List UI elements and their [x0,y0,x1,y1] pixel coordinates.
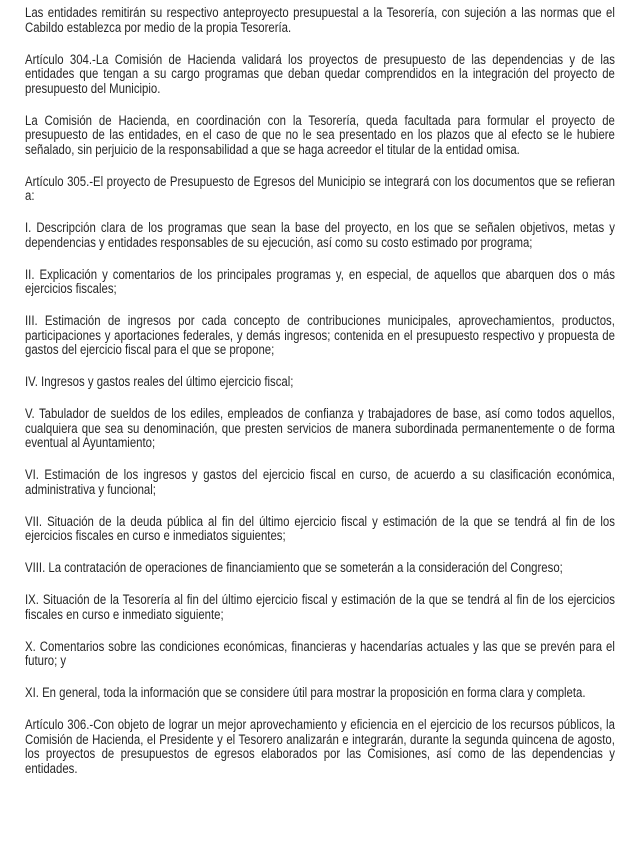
paragraph-articulo-305: Artículo 305.-El proyecto de Presupuesto de Egresos del Municipio se integrará con los documentos que se refieran a: [25,173,615,203]
paragraph-articulo-304: Artículo 304.-La Comisión de Hacienda validará los proyectos de presupuesto de las dependencias y de las entidades que tengan a su cargo programas que deban quedar comprendidos en la integración del proyecto de presupuesto del Municipio. [25,51,615,96]
list-item-ii: II. Explicación y comentarios de los principales programas y, en especial, de aquellos que abarquen dos o más ejercicios fiscales; [25,266,615,296]
list-item-x: X. Comentarios sobre las condiciones económicas, financieras y hacendarías actuales y las que se prevén para el futuro; y [25,638,615,668]
list-item-iv: IV. Ingresos y gastos reales del último ejercicio fiscal; [25,374,294,389]
document-page [25,6,615,794]
paragraph-entidades-anteproyecto: Las entidades remitirán su respectivo anteproyecto presupuestal a la Tesorería, con sujeción a las normas que el Cabildo establezca por medio de la propia Tesorería. [25,5,615,35]
list-item-iii: III. Estimación de ingresos por cada concepto de contribuciones municipales, aprovechamientos, productos, participaciones y aportaciones federales, y demás ingresos; contenida en el presupuesto respectivo y propuesta de gastos del ejercicio fiscal para el que se propone; [25,313,615,357]
list-item-vi: VI. Estimación de los ingresos y gastos del ejercicio fiscal en curso, de acuerdo a su clasificación económica, administrativa y funcional; [25,467,615,497]
list-item-ix: IX. Situación de la Tesorería al fin del último ejercicio fiscal y estimación de la que se tendrá al fin de los ejercicios fiscales en curso e inmediato siguiente; [25,592,615,622]
paragraph-articulo-306: Artículo 306.-Con objeto de lograr un mejor aprovechamiento y eficiencia en el ejercicio de los recursos públicos, la Comisión de Hacienda, el Presidente y el Tesorero analizarán e integrarán, durante la segunda quincena de agosto, los proyectos de presupuestos de egresos elaborados por las Comisiones, así como de las dependencias y entidades. [25,717,615,776]
list-item-v: V. Tabulador de sueldos de los ediles, empleados de confianza y trabajadores de base, así como todos aquellos, cualquiera que sea su denominación, que presten servicios de manera subordinada permanentemente o de forma eventual al Ayuntamiento; [25,406,615,450]
list-item-xi: XI. En general, toda la información que se considere útil para mostrar la proposición en forma clara y completa. [25,685,586,700]
list-item-vii: VII. Situación de la deuda pública al fin del último ejercicio fiscal y estimación de la que se tendrá al fin de los ejercicios fiscales en curso e inmediatos siguientes; [25,513,615,543]
paragraph-comision-facultada: La Comisión de Hacienda, en coordinación con la Tesorería, queda facultada para formular el proyecto de presupuesto de las entidades, en el caso de que no le sea presentado en los plazos que al efecto se le hubiere señalado, sin perjuicio de la responsabilidad a que se haga acreedor el titular de la entidad omisa. [25,112,615,157]
list-item-viii: VIII. La contratación de operaciones de financiamiento que se someterán a la consideración del Congreso; [25,560,563,575]
list-item-i: I. Descripción clara de los programas que sean la base del proyecto, en los que se señalen objetivos, metas y dependencias y entidades responsables de su ejecución, así como su costo estimado por programa; [25,220,615,250]
